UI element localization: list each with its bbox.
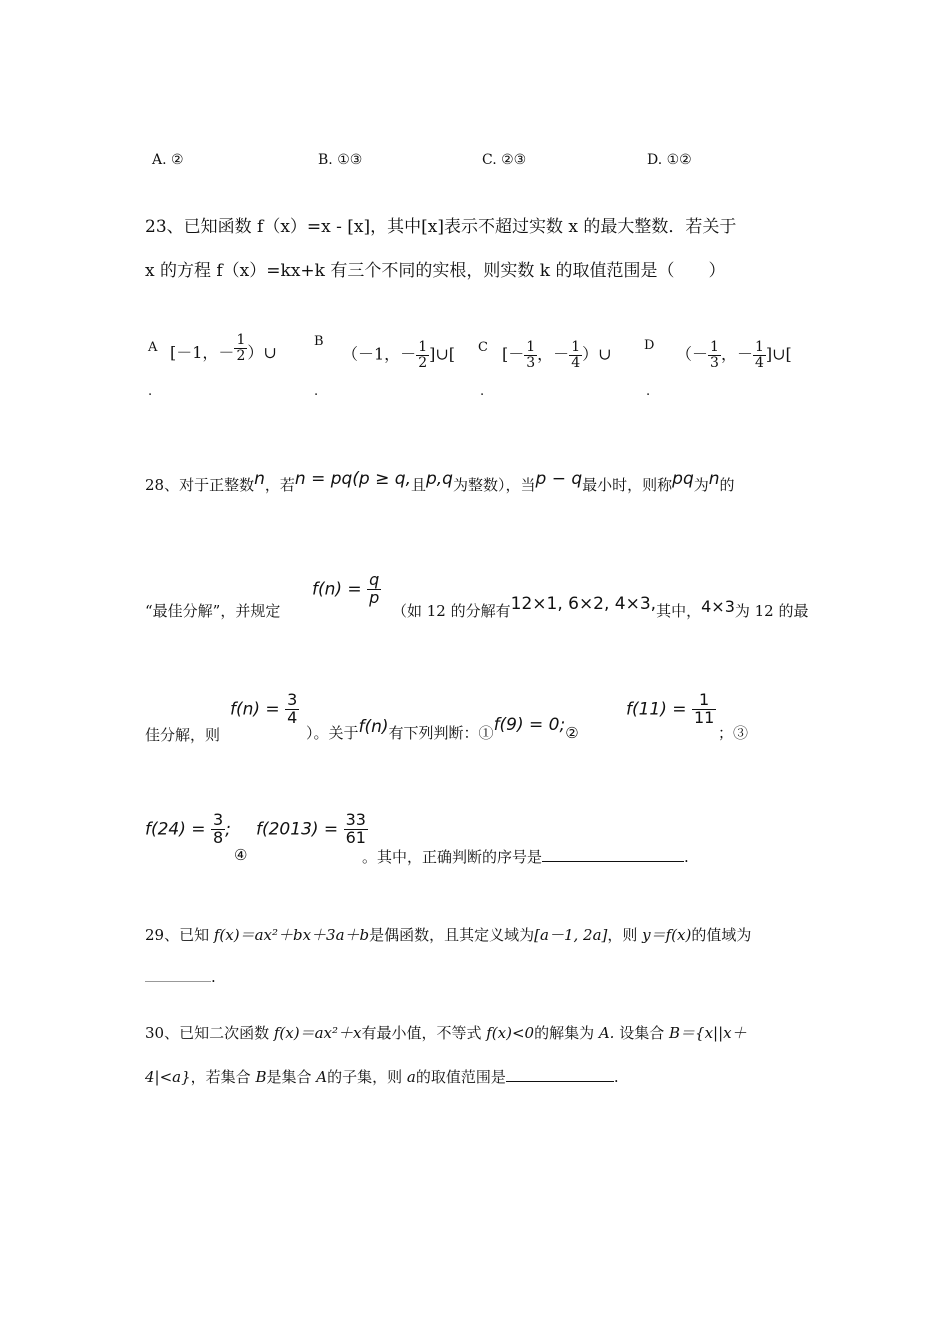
q23-option-b: （－1，－ $\frac{1}{2}$ ]∪[ (342, 339, 455, 371)
q28-line-4-rest: 。其中，正确判断的序号是 . (362, 848, 689, 866)
q23-option-b-dot: . (314, 384, 319, 399)
q28-answer-blank[interactable] (542, 860, 684, 862)
q23-option-d-dot: . (646, 384, 651, 399)
q28-f11: f(11) = $\frac{1}{11}$ (626, 690, 715, 727)
q30-line-1: 30、已知二次函数 f(x)＝ax²＋x有最小值，不等式 f(x)<0的解集为 A. 设集合 B＝{x||x＋ (145, 1024, 747, 1042)
q23-option-d-label: D (644, 338, 655, 353)
q23-option-c-label: C (478, 340, 488, 355)
q22-option-c: C. ②③ (482, 152, 527, 168)
q28-f2013: f(2013) = $\frac{33}{61}$ (256, 810, 366, 847)
q28-fn-definition: f(n) = $\frac{q}{p}$ (312, 570, 380, 607)
q23-option-c-dot: . (480, 384, 485, 399)
q28-line-2-rest: （如 12 的分解有12×1, 6×2, 4×3,其中，4×3为 12 的最 (392, 594, 809, 620)
q22-option-a: A. ② (152, 152, 184, 168)
q28-line-3-rest: ）。关于f(n)有下列判断：①f(9) = 0;② (306, 715, 579, 742)
q23-option-a-dot: . (148, 384, 153, 399)
q29-line-2: . (145, 968, 216, 986)
q23-line-2: x 的方程 f（x）=kx+k 有三个不同的实根，则实数 k 的取值范围是（ ） (145, 261, 726, 281)
q22-option-d: D. ①② (647, 152, 692, 168)
q30-line-2: 4|<a}，若集合 B是集合 A的子集，则 a的取值范围是 . (145, 1068, 619, 1086)
q29-answer-blank[interactable] (145, 980, 211, 982)
q22-option-b: B. ①③ (318, 152, 363, 168)
q23-option-d: （－ $\frac{1}{3}$ ，－ $\frac{1}{4}$ ]∪[ (676, 339, 792, 371)
q30-answer-blank[interactable] (506, 1080, 614, 1082)
q28-f24: f(24) = $\frac{3}{8}$ ; (145, 810, 231, 847)
q23-option-a-label: A (148, 340, 158, 355)
q28-item-3-marker: ；③ (718, 724, 749, 742)
q28-line-3-text: 佳分解，则 (145, 726, 221, 744)
q28-fn-value: f(n) = $\frac{3}{4}$ (230, 690, 298, 727)
q29-line-1: 29、已知 f(x)＝ax²＋bx＋3a＋b是偶函数，且其定义域为[a－1, 2a]，则 y＝f(x)的值域为 (145, 926, 752, 944)
q28-item-4-marker: ④ (234, 846, 248, 864)
q28-line-1: 28、对于正整数n，若n = pq(p ≥ q,且p,q为整数），当p − q最小时，则称pq为n的 (145, 469, 735, 494)
q23-line-1: 23、已知函数 f（x）=x - [x]，其中[x]表示不超过实数 x 的最大整数．若关于 (145, 217, 737, 237)
q28-line-2-text: “最佳分解”，并规定 (145, 602, 281, 620)
q23-option-b-label: B (314, 334, 324, 349)
q23-option-c: [－ $\frac{1}{3}$ ，－ $\frac{1}{4}$ ）∪ (502, 339, 612, 371)
q23-option-a: [－1，－ $\frac{1}{2}$ ）∪ (170, 332, 277, 364)
